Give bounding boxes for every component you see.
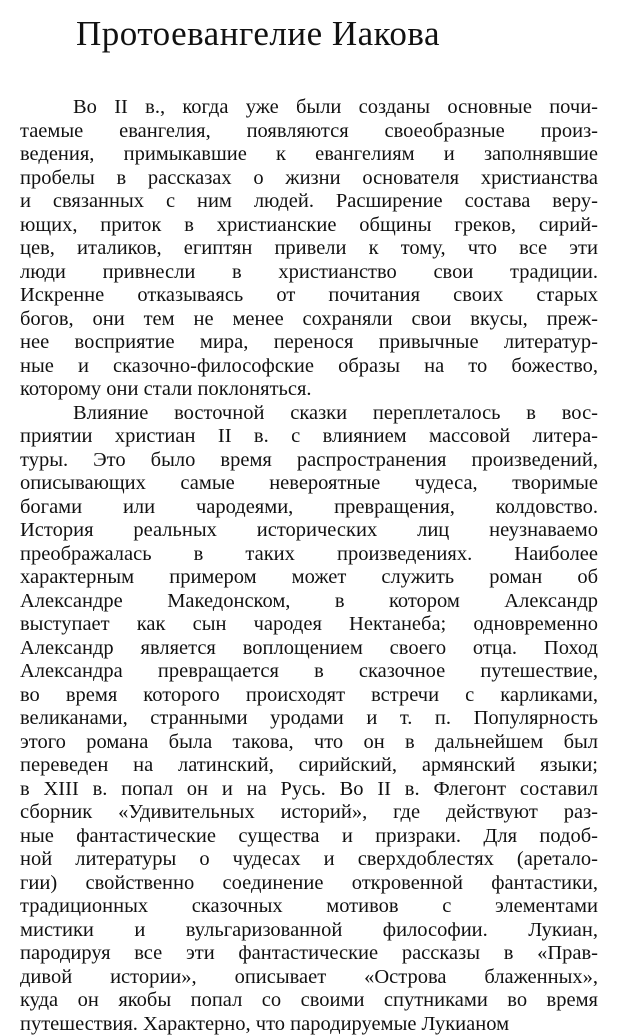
text-line: описывающих самые невероятные чудеса, творимые — [20, 472, 598, 496]
text-line: путешествия. Характерно, что пародируемые Лукианом — [20, 1013, 598, 1036]
text-line: ющих, приток в христианские общины греков, сирий- — [20, 214, 598, 238]
paragraph-2 — [20, 402, 598, 1036]
text-line: История реальных исторических лиц неузнаваемо — [20, 519, 598, 543]
body-text — [20, 96, 598, 1036]
text-line: туры. Это было время распространения произведений, — [20, 449, 598, 473]
text-line: богов, они тем не менее сохраняли свои вкусы, преж- — [20, 308, 598, 332]
text-line: приятии христиан II в. с влиянием массовой литера- — [20, 425, 598, 449]
text-line: нее восприятие мира, перенося привычные литератур- — [20, 331, 598, 355]
text-line: ные фантастические существа и призраки. Для подоб- — [20, 825, 598, 849]
text-line: великанами, странными уродами и т. п. Популярность — [20, 707, 598, 731]
text-line: пробелы в рассказах о жизни основателя христианства — [20, 167, 598, 191]
text-line: цев, италиков, египтян привели к тому, что все эти — [20, 237, 598, 261]
text-line: Влияние восточной сказки переплеталось в вос- — [20, 402, 598, 426]
text-line: гии) свойственно соединение откровенной фантастики, — [20, 872, 598, 896]
text-line: характерным примером может служить роман об — [20, 566, 598, 590]
text-line: ведения, примыкавшие к евангелиям и заполнявшие — [20, 143, 598, 167]
text-line: в XIII в. попал он и на Русь. Во II в. Флегонт составил — [20, 778, 598, 802]
page-title: Протоевангелие Иакова — [76, 10, 598, 58]
text-line: люди привнесли в христианство свои традиции. — [20, 261, 598, 285]
text-line: таемые евангелия, появляются своеобразные произ- — [20, 120, 598, 144]
text-line: Искренне отказываясь от почитания своих старых — [20, 284, 598, 308]
text-line: дивой истории», описывает «Острова блаженных», — [20, 966, 598, 990]
text-line: традиционных сказочных мотивов с элементами — [20, 895, 598, 919]
text-line: Во II в., когда уже были созданы основные почи- — [20, 96, 598, 120]
text-line: Александра превращается в сказочное путешествие, — [20, 660, 598, 684]
text-line: выступает как сын чародея Нектанеба; одновременно — [20, 613, 598, 637]
text-line: переведен на латинский, сирийский, армянский языки; — [20, 754, 598, 778]
paragraph-1 — [20, 96, 598, 402]
text-line: Александре Македонском, в котором Александр — [20, 590, 598, 614]
text-line: во время которого происходят встречи с карликами, — [20, 684, 598, 708]
text-line: пародируя все эти фантастические рассказы в «Прав- — [20, 942, 598, 966]
text-line: преображалась в таких произведениях. Наиболее — [20, 543, 598, 567]
text-line: ной литературы о чудесах и сверхдоблестях (аретало- — [20, 848, 598, 872]
text-line: Александр является воплощением своего отца. Поход — [20, 637, 598, 661]
text-line: мистики и вульгаризованной философии. Лукиан, — [20, 919, 598, 943]
text-line: богами или чародеями, превращения, колдовство. — [20, 496, 598, 520]
text-line: сборник «Удивительных историй», где действуют раз- — [20, 801, 598, 825]
text-line: которому они стали поклоняться. — [20, 378, 598, 402]
text-line: куда он якобы попал со своими спутниками во время — [20, 989, 598, 1013]
text-line: этого романа была такова, что он в дальнейшем был — [20, 731, 598, 755]
text-line: ные и сказочно-философские образы на то божество, — [20, 355, 598, 379]
text-line: и связанных с ним людей. Расширение состава веру- — [20, 190, 598, 214]
